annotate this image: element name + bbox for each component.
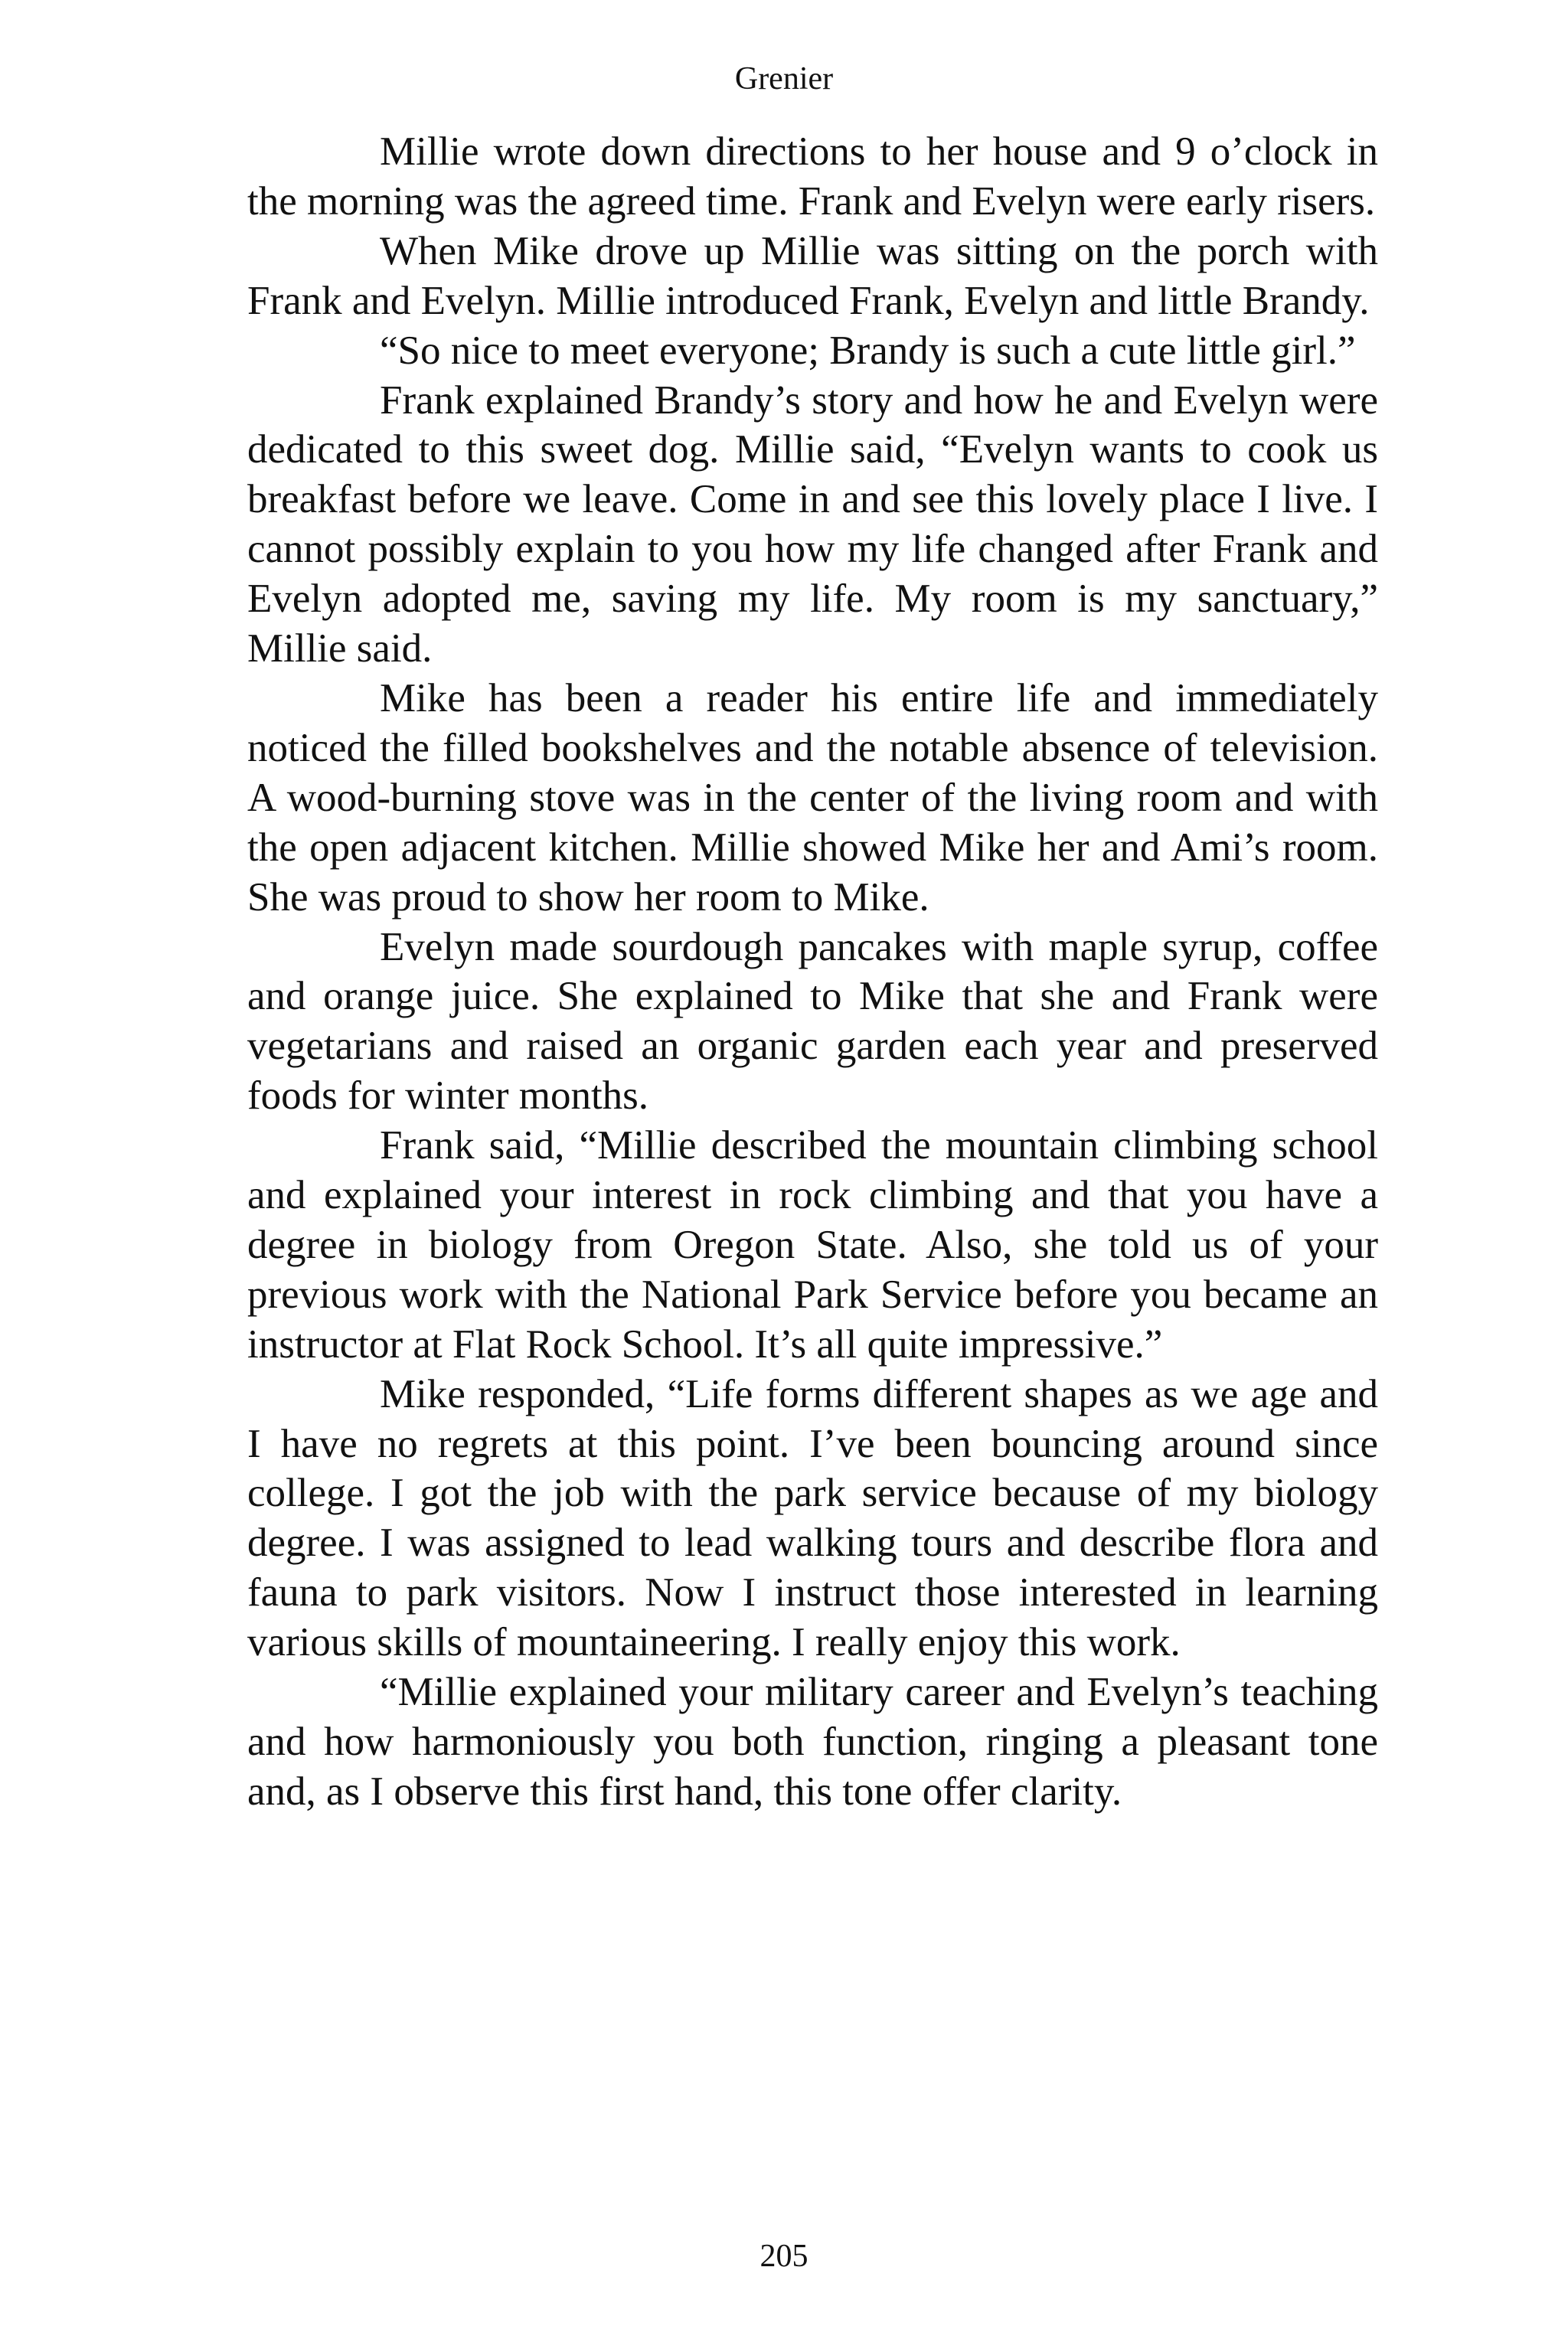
paragraph-3: “So nice to meet everyone; Brandy is such a cute little girl.” (380, 328, 1356, 373)
paragraph-1: Millie wrote down directions to her house and 9 o’clock in the morning was the agreed time. Frank and Evelyn were early risers. (247, 129, 1378, 224)
paragraph-2: When Mike drove up Millie was sitting on the porch with Frank and Evelyn. Millie introduced Frank, Evelyn and little Brandy. (247, 228, 1378, 323)
paragraph-4: Frank explained Brandy’s story and how he and Evelyn were dedicated to this sweet dog. Millie said, “Evelyn wants to cook us breakfast before we leave. Come in and see this lovely place I live. I cannot possibly explain to you how my life changed after Frank and Evelyn adopted me, saving my life. My room is my sanctuary,” Millie said. (247, 377, 1378, 671)
paragraph-9: “Millie explained your military career and Evelyn’s teaching and how harmoniously you both function, ringing a pleasant tone and, as I observe this first hand, this tone offer clarity. (247, 1670, 1378, 1814)
paragraph-5: Mike has been a reader his entire life and immediately noticed the filled bookshelves and the notable absence of television. A wood-burning stove was in the center of the living room and with the open adjacent kitchen. Millie showed Mike her and Ami’s room. She was proud to show her room to Mike. (247, 675, 1378, 920)
page-number: 205 (760, 2239, 808, 2274)
body-text (247, 127, 1378, 1817)
paragraph-7: Frank said, “Millie described the mountain climbing school and explained your interest in rock climbing and that you have a degree in biology from Oregon State. Also, she told us of your previous work with the National Park Service before you became an instructor at Flat Rock School. It’s all quite impressive.” (247, 1123, 1378, 1367)
running-head: Grenier (734, 61, 834, 96)
paragraph-8: Mike responded, “Life forms different shapes as we age and I have no regrets at this point. I’ve been bouncing around since college. I got the job with the park service because of my biology degree. I was assigned to lead walking tours and describe flora and fauna to park visitors. Now I instruct those interested in learning various skills of mountaineering. I really enjoy this work. (247, 1371, 1378, 1665)
paragraph-6: Evelyn made sourdough pancakes with maple syrup, coffee and orange juice. She explained to Mike that she and Frank were vegetarians and raised an organic garden each year and preserved foods for winter months. (247, 924, 1378, 1119)
